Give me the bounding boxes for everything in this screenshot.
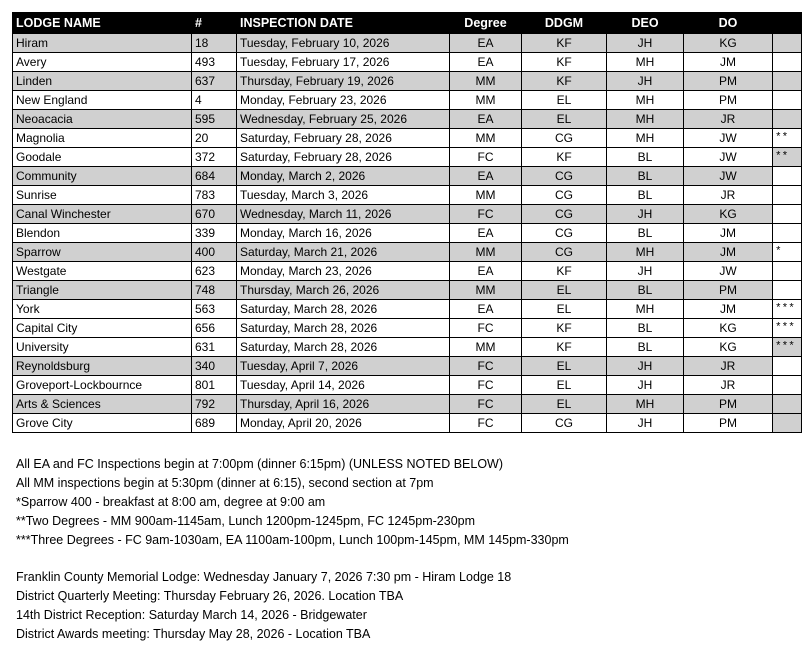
cell-lodge-name: Magnolia — [13, 129, 192, 148]
table-row — [13, 167, 802, 186]
cell-lodge-number: 372 — [192, 148, 237, 167]
cell-lodge-name: New England — [13, 91, 192, 110]
cell-ddgm: EL — [522, 281, 607, 300]
cell-note-marker: * — [773, 243, 802, 262]
cell-lodge-name: Reynoldsburg — [13, 357, 192, 376]
cell-deo: JH — [607, 262, 684, 281]
cell-lodge-number: 631 — [192, 338, 237, 357]
header-ddgm: DDGM — [522, 13, 607, 34]
table-row — [13, 110, 802, 129]
cell-inspection-date: Wednesday, February 25, 2026 — [237, 110, 450, 129]
cell-ddgm: KF — [522, 53, 607, 72]
cell-ddgm: EL — [522, 376, 607, 395]
cell-lodge-name: Sparrow — [13, 243, 192, 262]
cell-ddgm: CG — [522, 205, 607, 224]
cell-deo: MH — [607, 110, 684, 129]
cell-degree: EA — [450, 34, 522, 53]
table-row — [13, 205, 802, 224]
cell-lodge-name: Blendon — [13, 224, 192, 243]
cell-lodge-number: 623 — [192, 262, 237, 281]
header-degree: Degree — [450, 13, 522, 34]
schedule-notes — [16, 455, 569, 550]
cell-deo: JH — [607, 357, 684, 376]
upcoming-events — [16, 568, 511, 644]
cell-inspection-date: Thursday, February 19, 2026 — [237, 72, 450, 91]
cell-degree: FC — [450, 148, 522, 167]
cell-degree: MM — [450, 91, 522, 110]
header-do: DO — [684, 13, 773, 34]
cell-inspection-date: Wednesday, March 11, 2026 — [237, 205, 450, 224]
cell-do: KG — [684, 319, 773, 338]
cell-note-marker — [773, 34, 802, 53]
cell-do: JM — [684, 300, 773, 319]
cell-lodge-number: 563 — [192, 300, 237, 319]
cell-inspection-date: Saturday, February 28, 2026 — [237, 148, 450, 167]
table-row — [13, 224, 802, 243]
cell-deo: MH — [607, 395, 684, 414]
cell-degree: FC — [450, 395, 522, 414]
cell-lodge-name: Community — [13, 167, 192, 186]
cell-inspection-date: Saturday, February 28, 2026 — [237, 129, 450, 148]
cell-degree: EA — [450, 224, 522, 243]
cell-lodge-number: 689 — [192, 414, 237, 433]
cell-note-marker: ** — [773, 129, 802, 148]
cell-deo: MH — [607, 243, 684, 262]
cell-note-marker: ** — [773, 148, 802, 167]
cell-note-marker — [773, 281, 802, 300]
cell-do: PM — [684, 91, 773, 110]
table-row — [13, 129, 802, 148]
cell-inspection-date: Thursday, April 16, 2026 — [237, 395, 450, 414]
cell-ddgm: EL — [522, 110, 607, 129]
cell-deo: BL — [607, 224, 684, 243]
note-line: *Sparrow 400 - breakfast at 8:00 am, degree at 9:00 am — [16, 495, 326, 509]
cell-degree: FC — [450, 319, 522, 338]
cell-lodge-name: Groveport-Lockbournce — [13, 376, 192, 395]
cell-deo: BL — [607, 186, 684, 205]
cell-do: PM — [684, 395, 773, 414]
cell-lodge-number: 792 — [192, 395, 237, 414]
cell-ddgm: EL — [522, 300, 607, 319]
cell-degree: EA — [450, 300, 522, 319]
cell-ddgm: CG — [522, 243, 607, 262]
cell-ddgm: KF — [522, 72, 607, 91]
table-row — [13, 34, 802, 53]
cell-degree: MM — [450, 338, 522, 357]
cell-ddgm: KF — [522, 34, 607, 53]
cell-deo: BL — [607, 167, 684, 186]
cell-degree: FC — [450, 414, 522, 433]
cell-inspection-date: Tuesday, February 17, 2026 — [237, 53, 450, 72]
cell-ddgm: CG — [522, 414, 607, 433]
cell-note-marker — [773, 262, 802, 281]
table-header-row — [13, 13, 802, 34]
cell-do: JR — [684, 376, 773, 395]
cell-deo: BL — [607, 338, 684, 357]
cell-lodge-name: Hiram — [13, 34, 192, 53]
cell-do: JW — [684, 167, 773, 186]
event-line: District Quarterly Meeting: Thursday February 26, 2026. Location TBA — [16, 589, 404, 603]
header-deo: DEO — [607, 13, 684, 34]
event-line: Franklin County Memorial Lodge: Wednesday January 7, 2026 7:30 pm - Hiram Lodge 18 — [16, 570, 512, 584]
table-row — [13, 414, 802, 433]
cell-inspection-date: Saturday, March 28, 2026 — [237, 319, 450, 338]
table-row — [13, 53, 802, 72]
cell-ddgm: CG — [522, 167, 607, 186]
cell-lodge-name: Westgate — [13, 262, 192, 281]
cell-lodge-number: 20 — [192, 129, 237, 148]
event-line: 14th District Reception: Saturday March 14, 2026 - Bridgewater — [16, 608, 367, 622]
cell-note-marker: *** — [773, 338, 802, 357]
note-line: All MM inspections begin at 5:30pm (dinner at 6:15), second section at 7pm — [16, 476, 434, 490]
cell-note-marker — [773, 167, 802, 186]
table-row — [13, 376, 802, 395]
cell-lodge-number: 637 — [192, 72, 237, 91]
cell-degree: EA — [450, 262, 522, 281]
cell-deo: BL — [607, 281, 684, 300]
cell-do: PM — [684, 72, 773, 91]
cell-do: KG — [684, 34, 773, 53]
cell-inspection-date: Tuesday, March 3, 2026 — [237, 186, 450, 205]
table-row — [13, 186, 802, 205]
header-lodge-name: LODGE NAME — [13, 13, 192, 34]
cell-lodge-number: 18 — [192, 34, 237, 53]
cell-lodge-name: Linden — [13, 72, 192, 91]
cell-deo: JH — [607, 205, 684, 224]
table-row — [13, 243, 802, 262]
cell-inspection-date: Saturday, March 28, 2026 — [237, 338, 450, 357]
cell-note-marker — [773, 357, 802, 376]
table-row — [13, 300, 802, 319]
cell-inspection-date: Tuesday, April 14, 2026 — [237, 376, 450, 395]
cell-ddgm: KF — [522, 262, 607, 281]
cell-deo: JH — [607, 414, 684, 433]
cell-lodge-number: 670 — [192, 205, 237, 224]
cell-lodge-name: Arts & Sciences — [13, 395, 192, 414]
cell-lodge-number: 783 — [192, 186, 237, 205]
note-line: All EA and FC Inspections begin at 7:00pm (dinner 6:15pm) (UNLESS NOTED BELOW) — [16, 457, 504, 471]
cell-lodge-name: Goodale — [13, 148, 192, 167]
cell-deo: MH — [607, 300, 684, 319]
cell-note-marker — [773, 110, 802, 129]
cell-deo: JH — [607, 34, 684, 53]
cell-do: PM — [684, 414, 773, 433]
table-body — [13, 34, 802, 433]
cell-do: JR — [684, 357, 773, 376]
cell-do: JM — [684, 224, 773, 243]
cell-ddgm: KF — [522, 338, 607, 357]
cell-note-marker — [773, 376, 802, 395]
table-row — [13, 72, 802, 91]
note-line: **Two Degrees - MM 900am-1145am, Lunch 1200pm-1245pm, FC 1245pm-230pm — [16, 514, 476, 528]
cell-degree: MM — [450, 186, 522, 205]
cell-ddgm: EL — [522, 357, 607, 376]
cell-do: JR — [684, 110, 773, 129]
cell-do: JM — [684, 53, 773, 72]
cell-degree: MM — [450, 243, 522, 262]
cell-lodge-name: Sunrise — [13, 186, 192, 205]
cell-inspection-date: Saturday, March 28, 2026 — [237, 300, 450, 319]
table-row — [13, 395, 802, 414]
header-notes — [773, 13, 802, 34]
cell-deo: MH — [607, 129, 684, 148]
cell-do: PM — [684, 281, 773, 300]
cell-degree: EA — [450, 53, 522, 72]
cell-lodge-number: 595 — [192, 110, 237, 129]
cell-degree: EA — [450, 110, 522, 129]
cell-ddgm: EL — [522, 395, 607, 414]
cell-note-marker — [773, 186, 802, 205]
cell-deo: MH — [607, 91, 684, 110]
cell-inspection-date: Monday, March 2, 2026 — [237, 167, 450, 186]
cell-do: KG — [684, 338, 773, 357]
cell-deo: BL — [607, 148, 684, 167]
cell-lodge-name: Avery — [13, 53, 192, 72]
cell-lodge-name: York — [13, 300, 192, 319]
table-row — [13, 262, 802, 281]
cell-lodge-number: 656 — [192, 319, 237, 338]
cell-deo: JH — [607, 376, 684, 395]
note-line: ***Three Degrees - FC 9am-1030am, EA 1100am-100pm, Lunch 100pm-145pm, MM 145pm-330pm — [16, 533, 569, 547]
table-row — [13, 281, 802, 300]
cell-note-marker — [773, 205, 802, 224]
cell-lodge-name: Grove City — [13, 414, 192, 433]
cell-degree: MM — [450, 281, 522, 300]
table-row — [13, 319, 802, 338]
cell-deo: BL — [607, 319, 684, 338]
cell-lodge-name: Triangle — [13, 281, 192, 300]
cell-inspection-date: Saturday, March 21, 2026 — [237, 243, 450, 262]
cell-lodge-number: 340 — [192, 357, 237, 376]
cell-ddgm: CG — [522, 224, 607, 243]
cell-note-marker: *** — [773, 319, 802, 338]
cell-degree: EA — [450, 167, 522, 186]
cell-inspection-date: Thursday, March 26, 2026 — [237, 281, 450, 300]
cell-ddgm: CG — [522, 129, 607, 148]
cell-lodge-number: 748 — [192, 281, 237, 300]
cell-ddgm: EL — [522, 91, 607, 110]
header-number: # — [192, 13, 237, 34]
cell-ddgm: KF — [522, 148, 607, 167]
cell-note-marker — [773, 72, 802, 91]
cell-note-marker — [773, 414, 802, 433]
cell-lodge-number: 4 — [192, 91, 237, 110]
cell-degree: MM — [450, 72, 522, 91]
cell-degree: MM — [450, 129, 522, 148]
cell-ddgm: CG — [522, 186, 607, 205]
cell-do: JW — [684, 148, 773, 167]
cell-inspection-date: Monday, March 23, 2026 — [237, 262, 450, 281]
cell-note-marker — [773, 53, 802, 72]
cell-lodge-name: Capital City — [13, 319, 192, 338]
cell-lodge-name: Neoacacia — [13, 110, 192, 129]
cell-inspection-date: Monday, February 23, 2026 — [237, 91, 450, 110]
cell-lodge-name: Canal Winchester — [13, 205, 192, 224]
cell-inspection-date: Tuesday, February 10, 2026 — [237, 34, 450, 53]
cell-do: JW — [684, 262, 773, 281]
cell-degree: FC — [450, 205, 522, 224]
table-row — [13, 148, 802, 167]
cell-lodge-number: 339 — [192, 224, 237, 243]
table-row — [13, 91, 802, 110]
cell-note-marker — [773, 395, 802, 414]
table-row — [13, 357, 802, 376]
cell-do: JR — [684, 186, 773, 205]
cell-note-marker — [773, 91, 802, 110]
cell-degree: FC — [450, 357, 522, 376]
cell-do: KG — [684, 205, 773, 224]
cell-degree: FC — [450, 376, 522, 395]
cell-deo: JH — [607, 72, 684, 91]
cell-ddgm: KF — [522, 319, 607, 338]
cell-lodge-number: 684 — [192, 167, 237, 186]
event-line: District Awards meeting: Thursday May 28, 2026 - Location TBA — [16, 627, 371, 641]
inspection-schedule-table — [12, 12, 802, 433]
header-inspection-date: INSPECTION DATE — [237, 13, 450, 34]
cell-inspection-date: Monday, April 20, 2026 — [237, 414, 450, 433]
cell-lodge-number: 801 — [192, 376, 237, 395]
cell-do: JW — [684, 129, 773, 148]
cell-inspection-date: Monday, March 16, 2026 — [237, 224, 450, 243]
table-row — [13, 338, 802, 357]
cell-deo: MH — [607, 53, 684, 72]
cell-do: JM — [684, 243, 773, 262]
cell-note-marker: *** — [773, 300, 802, 319]
cell-lodge-number: 493 — [192, 53, 237, 72]
cell-lodge-number: 400 — [192, 243, 237, 262]
cell-inspection-date: Tuesday, April 7, 2026 — [237, 357, 450, 376]
cell-lodge-name: University — [13, 338, 192, 357]
cell-note-marker — [773, 224, 802, 243]
